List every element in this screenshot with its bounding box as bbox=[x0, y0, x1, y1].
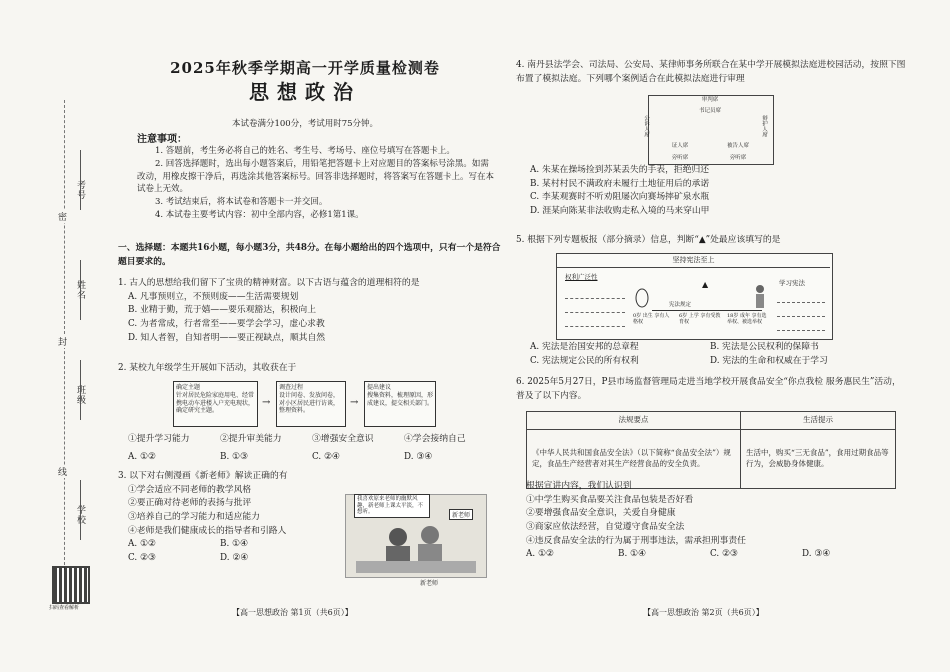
blank-line bbox=[565, 302, 625, 313]
footer-page-2: 【高一思想政治 第2页（共6页）】 bbox=[643, 608, 764, 617]
question-1 bbox=[118, 277, 503, 345]
speech-bubble: 我喜欢原来老师的幽默风趣，新老师上课太平淡，不想听。 bbox=[354, 494, 430, 518]
field-school bbox=[80, 480, 81, 540]
arrow-icon: → bbox=[350, 397, 359, 408]
timeline-point: 18岁 成年 享有选举权、被选举权 bbox=[727, 313, 767, 325]
board-diagram bbox=[556, 253, 833, 340]
field-exam-number bbox=[80, 150, 81, 210]
option-c: C. 李某观赛时不听劝阻屡次向赛场摔矿泉水瓶 bbox=[530, 192, 710, 203]
qr-code[interactable] bbox=[52, 566, 90, 604]
item: ④学会接纳自己 bbox=[404, 434, 466, 444]
note-item: 2. 回答选择题时，选出每小题答案后，用铅笔把答题卡上对应题目的答案标号涂黑。如需改动，用橡皮擦干净后，再选涂其他答案标号。回答非选择题时，将答案写在答题卡上。写在本试卷上无效。 bbox=[137, 158, 495, 195]
note-item: 1. 答题前，考生务必将自己的姓名、考生号、考场号、座位号填写在答题卡上。 bbox=[155, 146, 455, 156]
item: ③商家应依法经营，自觉遵守食品安全法 bbox=[526, 521, 685, 532]
subject-title: 思想政治 bbox=[249, 80, 361, 104]
question-4-options bbox=[530, 164, 906, 219]
timeline-axis bbox=[652, 310, 762, 311]
option-b: B. ①③ bbox=[220, 452, 248, 462]
court-defendant: 被告人席 bbox=[726, 143, 749, 149]
label-exam-number: 考号 bbox=[75, 180, 85, 200]
notes-list bbox=[137, 145, 497, 222]
option-a: A. ①② bbox=[526, 549, 554, 560]
timeline-label: 宪法规定 bbox=[669, 302, 692, 308]
option-b: B. 宪法是公民权利的保障书 bbox=[710, 342, 819, 352]
question-3 bbox=[118, 470, 348, 565]
activity-box-2: 调查过程 设计问卷、发放问卷，对小区居民进行访谈，整理资料。 bbox=[276, 381, 346, 427]
option-c: C. 为者常成，行者常至——要学会学习，虚心求教 bbox=[128, 318, 325, 329]
court-gallery-left: 旁听席 bbox=[671, 155, 689, 161]
question-6-body bbox=[526, 480, 906, 562]
option-c: C. ②④ bbox=[312, 452, 340, 462]
qr-caption: 扫码查看解析 bbox=[49, 605, 80, 611]
baby-icon bbox=[635, 288, 649, 308]
field-class bbox=[80, 360, 81, 420]
mark-feng: 封 bbox=[58, 335, 67, 348]
table-cell: 《中华人民共和国食品安全法》（以下简称“食品安全法”）规定，食品生产经营者对其生产经营食品的安全负责。 bbox=[527, 429, 741, 488]
blank-line bbox=[565, 288, 625, 299]
blank-line bbox=[777, 308, 825, 317]
activity-box-1: 确定主题 针对居民危险家庭用电、经常携电动车进楼入户充电现状，确定研究主题。 bbox=[173, 381, 258, 427]
item: ②要正确对待老师的表扬与批评 bbox=[128, 498, 252, 509]
triangle-placeholder: ▲ bbox=[702, 280, 709, 289]
blank-line bbox=[777, 322, 825, 331]
teacher-tag: 新老师 bbox=[449, 509, 473, 520]
question-6-stem: 6. 2025年5月27日，P县市场监督管理局走进当地学校开展食品安全“你点我检 服务惠民生”活动，普及了以下内容。 bbox=[516, 377, 901, 401]
option-a: A. ①② bbox=[128, 452, 156, 462]
option-d: D. ②④ bbox=[220, 552, 249, 563]
question-2-stem: 2. 某校九年级学生开展如下活动，其收获在于 bbox=[118, 363, 297, 373]
note-item: 3. 考试结束后，将本试卷和答题卡一并交回。 bbox=[155, 197, 328, 207]
item: ②要增强食品安全意识，关爱自身健康 bbox=[526, 508, 676, 519]
option-c: C. ②③ bbox=[710, 549, 738, 560]
cartoon-caption: 新老师 bbox=[420, 580, 439, 587]
field-name bbox=[80, 260, 81, 320]
court-clerk: 书记员席 bbox=[698, 108, 721, 114]
board-left-title: 权利广泛性 bbox=[565, 273, 598, 281]
court-judge: 审判席 bbox=[701, 97, 719, 103]
lead-text: 根据宣讲内容，我们认识到 bbox=[526, 481, 632, 491]
section-heading: 一、选择题：本题共16小题，每小题3分，共48分。在每小题给出的四个选项中，只有一个是符合题目要求的。 bbox=[118, 243, 501, 267]
option-d: D. 知人者智，自知者明——要正视缺点，顺其自然 bbox=[128, 332, 326, 343]
option-d: D. ③④ bbox=[404, 452, 433, 462]
item: ④老师是我们健康成长的指导者和引路人 bbox=[128, 525, 287, 536]
option-a: A. 朱某在操场捡到苏某丢失的手表，拒绝归还 bbox=[530, 165, 710, 175]
option-b: B. ①④ bbox=[220, 539, 248, 550]
question-stem: 3. 以下对右侧漫画《新老师》解读正确的有 bbox=[118, 471, 288, 481]
option-b: B. 业精于勤，荒于嬉——要乐观豁达，积极向上 bbox=[128, 305, 316, 316]
mark-xian: 线 bbox=[58, 465, 67, 478]
option-a: A. 凡事预则立，不预则废——生活需要规划 bbox=[128, 291, 299, 302]
arrow-icon: → bbox=[262, 397, 271, 408]
item: ①学会适应不同老师的教学风格 bbox=[128, 484, 252, 495]
notes-heading: 注意事项： bbox=[137, 134, 187, 145]
exam-info: 本试卷满分100分，考试用时75分钟。 bbox=[231, 119, 379, 129]
option-b: B. ①④ bbox=[618, 549, 646, 560]
option-d: D. 涯某向陈某非法收购走私入境的马来穿山甲 bbox=[530, 205, 710, 216]
timeline-point: 0岁 出生 享有人格权 bbox=[633, 313, 670, 325]
timeline-point: 6岁 上学 享有受教育权 bbox=[679, 313, 721, 325]
food-safety-table bbox=[526, 411, 896, 489]
item: ②提升审美能力 bbox=[220, 434, 282, 444]
court-witness: 证人席 bbox=[671, 143, 689, 149]
item: ④违反食品安全法的行为属于刑事违法，需承担刑事责任 bbox=[526, 535, 746, 546]
option-d: D. ③④ bbox=[802, 549, 831, 560]
table-header: 生活提示 bbox=[741, 412, 896, 430]
note-item: 4. 本试卷主要考试内容：初中全部内容，必修1第1课。 bbox=[155, 209, 364, 220]
question-4-stem: 4. 南丹县法学会、司法局、公安局、某律师事务所联合在某中学开展模拟法庭进校园活动，按照下图布置了模拟法庭。下列哪个案例适合在此模拟法庭进行审理 bbox=[516, 60, 906, 84]
footer-page-1: 【高一思想政治 第1页（共6页）】 bbox=[232, 608, 353, 617]
court-defense: 辩护人席 bbox=[761, 115, 767, 137]
option-a: A. ①② bbox=[128, 539, 156, 550]
adult-icon bbox=[753, 284, 767, 310]
blank-line bbox=[777, 294, 825, 303]
board-right-title: 学习宪法 bbox=[779, 279, 805, 287]
mark-mi: 密 bbox=[58, 210, 67, 223]
question-stem: 1. 古人的思想给我们留下了宝贵的精神财富。以下古语与蕴含的道理相符的是 bbox=[118, 278, 420, 288]
question-2-items bbox=[128, 433, 503, 447]
court-gallery-right: 旁听席 bbox=[729, 155, 747, 161]
option-b: B. 某村村民不满政府未履行土地征用后的承诺 bbox=[530, 178, 710, 189]
option-a: A. 宪法是治国安邦的总章程 bbox=[530, 342, 639, 352]
question-2-options bbox=[128, 451, 503, 465]
table-cell: 生活中，购买“三无食品”，食用过期食品等行为，会威胁身体健康。 bbox=[741, 429, 896, 488]
option-d: D. 宪法的生命和权威在于学习 bbox=[710, 355, 828, 366]
label-name: 姓名 bbox=[75, 280, 85, 300]
blank-line bbox=[565, 316, 625, 327]
board-title: 坚持宪法至上 bbox=[557, 254, 830, 268]
table-header: 法规要点 bbox=[527, 412, 741, 430]
option-c: C. ②③ bbox=[128, 552, 156, 563]
item: ①中学生购买食品要关注食品包装是否好看 bbox=[526, 494, 694, 505]
label-class: 班级 bbox=[75, 385, 85, 405]
item: ③培养自己的学习能力和适应能力 bbox=[128, 511, 260, 522]
court-prosecution: 公诉人席 bbox=[643, 115, 649, 137]
item: ③增强安全意识 bbox=[312, 434, 374, 444]
exam-title: 2025年秋季学期高一开学质量检测卷 bbox=[170, 59, 440, 77]
question-5-options bbox=[530, 341, 906, 368]
label-school: 学校 bbox=[75, 505, 85, 525]
option-c: C. 宪法规定公民的所有权利 bbox=[530, 355, 639, 366]
question-5-stem: 5. 根据下列专题板报（部分摘录）信息，判断“▲”处最应该填写的是 bbox=[516, 235, 781, 245]
item: ①提升学习能力 bbox=[128, 434, 190, 444]
activity-box-3: 提出建议 搜集资料，梳理原因，形成建议，提交相关部门。 bbox=[364, 381, 436, 427]
